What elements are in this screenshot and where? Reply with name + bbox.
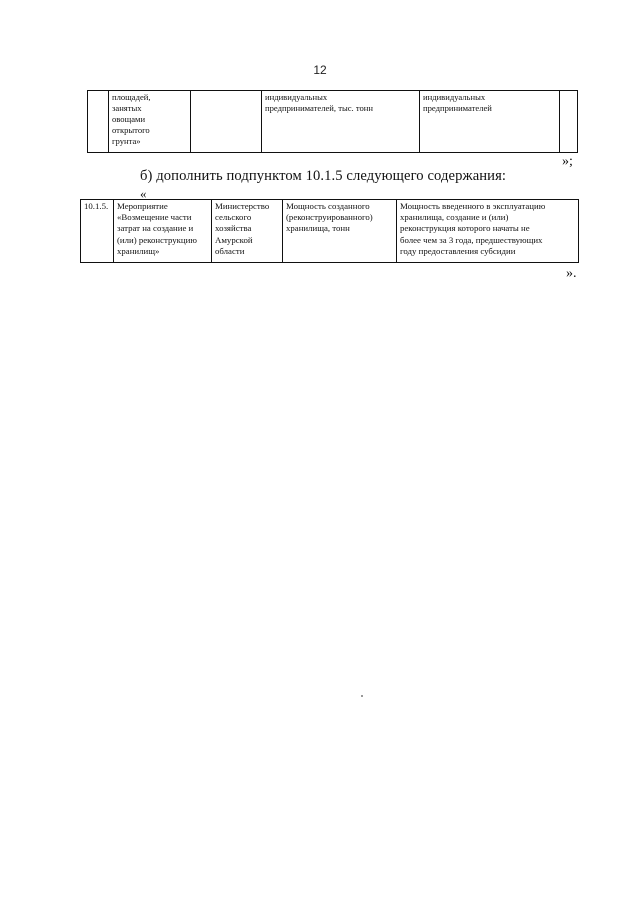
table-cell-event: Мероприятие «Возмещение части затрат на создание и (или) реконструкцию хранилищ» [114,200,212,263]
table-cell-event: площадей, занятых овощами открытого грунта» [109,91,191,153]
table-cell-executor: Министерство сельского хозяйства Амурской области [212,200,283,263]
table-row [88,91,578,153]
table-cell-index: 10.1.5. [81,200,114,263]
continued-table [87,90,578,153]
table-cell-result: Мощность введенного в эксплуатацию хранилища, создание и (или) реконструкция которого начаты не более чем за 3 года, предшествующих году предоставления субсидии [397,200,579,263]
amendment-heading: б) дополнить подпунктом 10.1.5 следующего содержания: [140,168,507,184]
new-subitem-table [80,199,579,263]
table-cell-indicator: Мощность созданного (реконструированного) хранилища, тонн [283,200,397,263]
table-cell-executor [191,91,262,153]
opening-quote-mark: « [140,186,147,201]
table-row [81,200,579,263]
table-cell-indicator: индивидуальных предпринимателей, тыс. тонн [262,91,420,153]
closing-quote-mark-final: ». [566,266,577,281]
page-number: 12 [313,63,327,77]
table-cell-index [88,91,109,153]
closing-quote-mark: »; [562,154,573,169]
table-cell-result: индивидуальных предпринимателей [420,91,560,153]
scan-speck [361,695,363,697]
table-cell-empty [560,91,578,153]
